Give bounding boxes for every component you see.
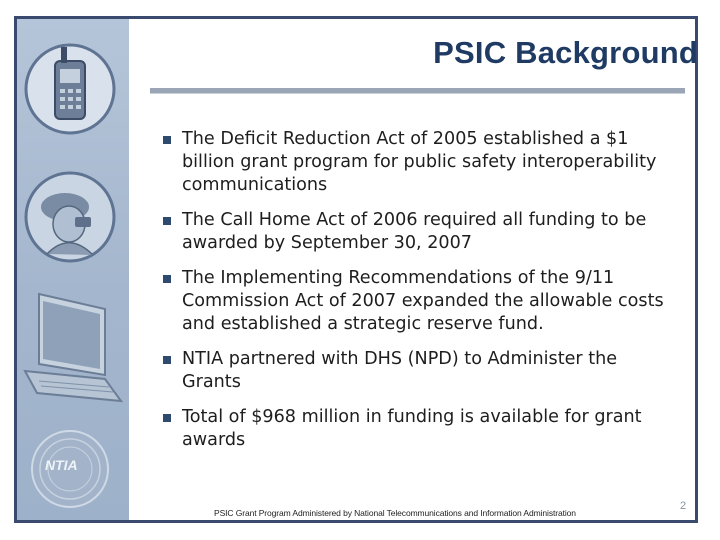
- laptop-icon: [25, 294, 121, 401]
- bullet-text: Total of $968 million in funding is available for grant awards: [182, 407, 642, 450]
- firefighter-icon: [26, 173, 114, 261]
- bullet-text: The Implementing Recommendations of the 9/11 Commission Act of 2007 expanded the allowable costs and established a strategic reserve fund.: [182, 268, 664, 334]
- bullet-item: [160, 406, 680, 452]
- left-decorative-panel: [17, 19, 129, 520]
- slide-footer: PSIC Grant Program Administered by National Telecommunications and Information Administration: [214, 508, 576, 518]
- page-number: 2: [680, 500, 687, 512]
- bullet-square-icon: [163, 275, 171, 283]
- bullet-square-icon: [163, 356, 171, 364]
- bullet-item: [160, 128, 680, 197]
- ntia-logo-text: NTIA: [45, 457, 78, 473]
- bullet-list: [160, 128, 680, 464]
- radio-icon: [26, 45, 114, 133]
- bullet-square-icon: [163, 136, 171, 144]
- bullet-square-icon: [163, 217, 171, 225]
- bullet-item: [160, 209, 680, 255]
- bullet-item: [160, 348, 680, 394]
- bullet-item: [160, 267, 680, 336]
- title-divider: [150, 88, 685, 94]
- bullet-text: The Deficit Reduction Act of 2005 established a $1 billion grant program for public safety interoperability communications: [182, 129, 657, 195]
- bullet-text: The Call Home Act of 2006 required all funding to be awarded by September 30, 2007: [182, 210, 647, 253]
- bullet-text: NTIA partnered with DHS (NPD) to Administer the Grants: [182, 349, 618, 392]
- slide-title: PSIC Background: [433, 35, 698, 70]
- bullet-square-icon: [163, 414, 171, 422]
